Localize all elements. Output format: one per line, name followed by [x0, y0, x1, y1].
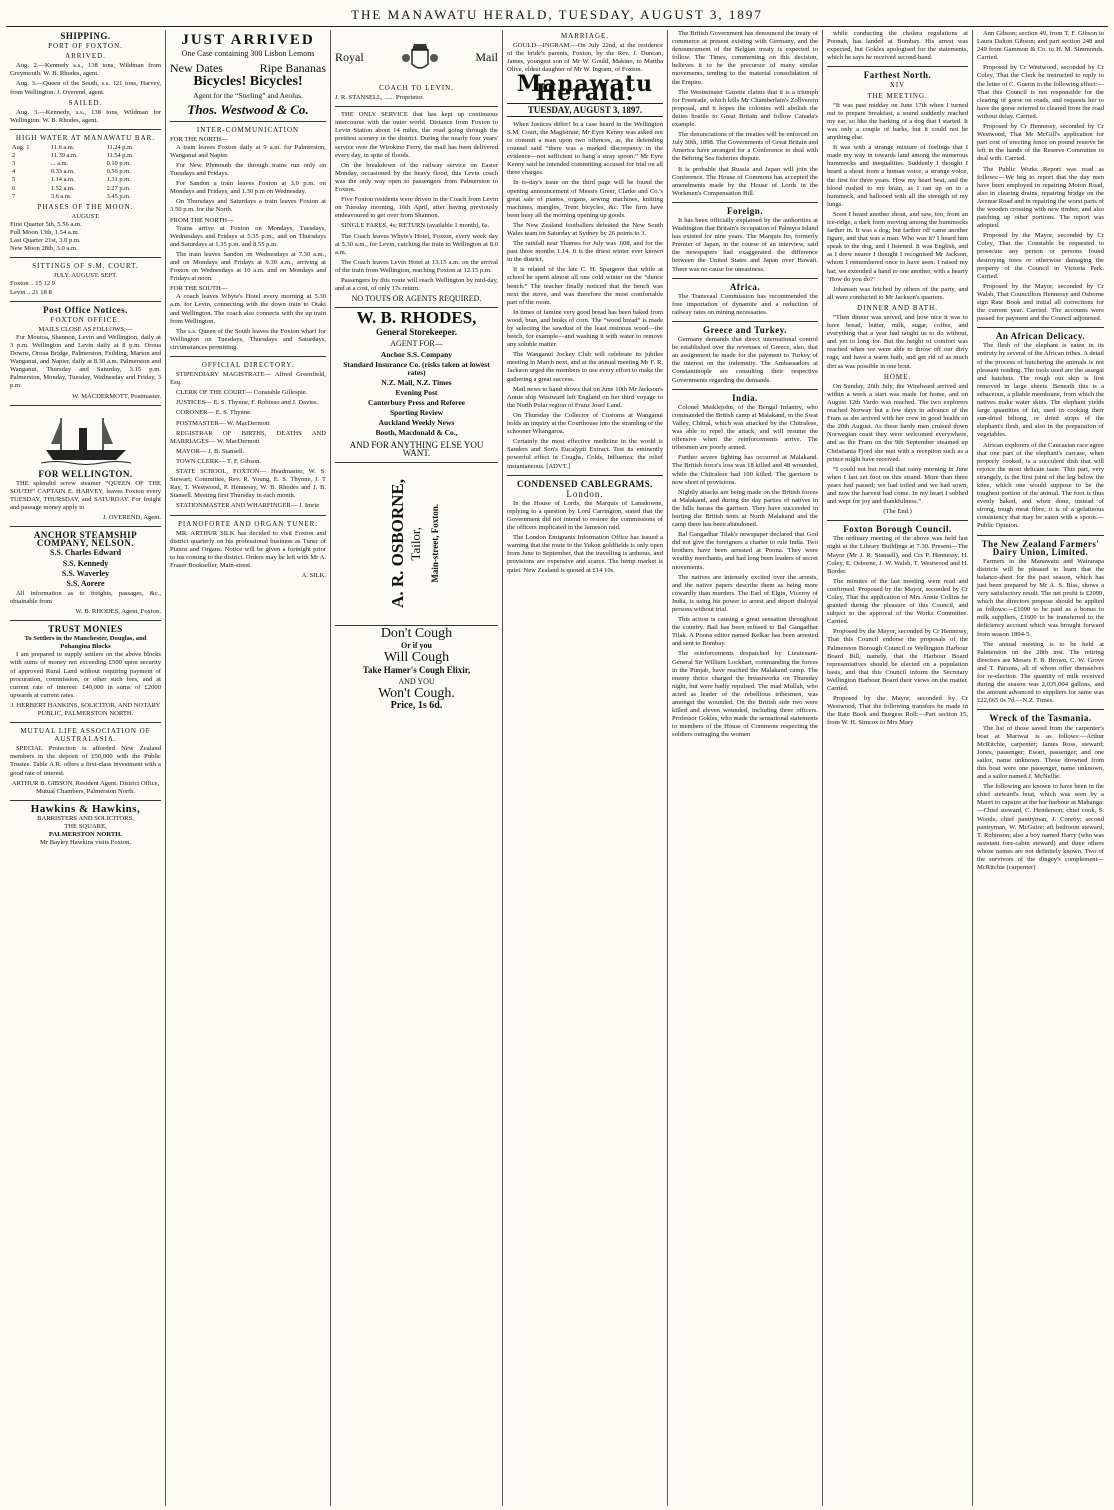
african-delicacy-title: An African Delicacy.: [995, 331, 1086, 342]
news-paragraph: The Westminster Gazette claims that it is a triumph for Freetrade, which kills Mr Chamberlain's Zollverein proposal, and it hopes the colonies will abolish the duties hostile to Great Britain and follow Canada's example.: [672, 88, 818, 129]
divider: [507, 475, 663, 476]
tide-title: HIGH WATER AT MANAWATU BAR.: [15, 133, 156, 142]
tide-cell: 1.52 a.m.: [50, 184, 75, 192]
tide-cell: 11.54 p.m.: [106, 152, 134, 160]
news-paragraph: Bal Gangadhar Tilak's newspaper declared that God did not give the foreigners a charter to rule India. Two brothers have been arrested at Poona. They were wealthy merchants, and had long been leaders of secret movements.: [672, 531, 818, 571]
directory-entry: TOWN CLERK— T. F. Gibson.: [176, 457, 262, 465]
inter-title: INTER-COMMUNICATION: [196, 125, 300, 134]
news-paragraph: In times of famine very good bread has been baked from wood, bran, and husks of corn. The “wood bread” is made by selecting the sawdust of the least resinous wood—the beech, for example—and washing it with water to remove any soluble matter.: [507, 308, 663, 349]
tide-row: [10, 176, 161, 184]
inter-south-1: A coach leaves Whyte's Hotel every morning at 5.30 a.m. for Levin, connecting with the down train to Otaki and Wellington. The coach also connects with the up train from Wellington.: [170, 293, 326, 325]
divider: [672, 202, 818, 203]
wreck-title: Wreck of the Tasmania.: [989, 713, 1092, 724]
news-paragraph: The Transvaal Commission has recommended the free importation of dynamite and a reduction of railway rates on mining necessaries.: [672, 292, 818, 316]
dairy-union-title: The New Zealand Farmers' Dairy Union, Limited.: [981, 538, 1100, 557]
rhodes-heading: W. B. RHODES,: [356, 308, 477, 328]
cough-line-2: Or if you: [401, 640, 432, 650]
masthead: THE MANAWATU HERALD, TUESDAY, AUGUST 3, 1897: [6, 4, 1108, 27]
marriage-title: MARRIAGE.: [560, 32, 610, 40]
moon-month: AUGUST.: [71, 212, 100, 220]
court-header: JULY. AUGUST. SEPT.: [53, 272, 118, 280]
column-2: [166, 30, 331, 1506]
directory-entry: POSTMASTER— W. MacDermott: [176, 419, 270, 427]
the-end: (The End.): [883, 508, 912, 516]
story-paragraph: “It was past midday on June 17th when I turned out to prepare breakfast, a sound suddenly reached my ear, so like the barking of a dog that I started. It was only a couple of barks, but it could not be anything else.: [827, 101, 968, 142]
article-paragraph: The following are known to have been in the chief steward's boat, which was seen by a Maori to capsize at the bar harbour at Mahanga:—Chief steward, C. Henderson; chief cook, S. Woods; chief pantryman, J. Conroy; second pantryman, W. McGuire; aft bedroom steward, T. Robinson; also a boy named Harry (who was assistant fore-cabin steward) and three others whose names are not definitely known. Two of the survivors of the dingey's complement—McRitchie (carpenter): [977, 783, 1104, 872]
moon-title: PHASES OF THE MOON.: [37, 202, 134, 211]
divider: [10, 405, 161, 406]
coach-body: On the breakdown of the railway service on Easter Monday, occasioned by the heavy flood, this Levin coach was the only way open to passengers from Palmerston to Foxton.: [335, 161, 498, 194]
herald-logo: Manawatu Herald.: [516, 71, 654, 106]
tide-row: [10, 144, 161, 152]
no-touts: NO TOUTS OR AGENTS REQUIRED.: [351, 294, 482, 304]
inter-south-2: The s.s. Queen of the South leaves the Foxton wharf for Wellington on Tuesdays, Thursdays and Saturdays, circumstances permitting.: [170, 327, 326, 351]
divider: [335, 106, 498, 107]
coach-body: The Coach leaves Levin Hotel at 13.15 a.m. on the arrival of the train from Wellington, reaching Foxton at 12.15 p.m.: [335, 258, 498, 274]
mutual-sign: ARTHUR B. GIBSON, Resident Agent. District Office, Mutual Chambers, Palmerston North.: [11, 779, 160, 795]
news-paragraph: The New Zealand footballers defeated the New South Wales team on Saturday at Sydney by 26 points to 3.: [507, 221, 663, 237]
mail-label: Mail: [475, 49, 498, 64]
mails-label: MAILS CLOSE AS FOLLOWS:—: [38, 325, 133, 333]
column-7: [973, 30, 1108, 1506]
arrival-1: Aug. 2.—Kennedy s.s., 138 tons, Wildman from Greymouth. W. B. Rhodes, agent.: [10, 62, 161, 78]
news-paragraph: Further severe fighting has occurred at Malakand. The British force's loss was 18 killed and 48 wounded, while the Chitralese had 100 killed. The garrison is now short of provisions.: [672, 454, 818, 486]
agent-for-label: AGENT FOR—: [390, 339, 443, 349]
story-paragraph: Soon I heard another shout, and saw, too, from an ice-ridge, a dark form moving among the hummocks farther in. It was a dog; but farther off came another figure, and that was a man. Who was it? I heard him speak to the dog, and I listened. It was English, and as I drew nearer I thought I recognised Mr Jackson, whom I remembered once to have seen. I raised my hat; we extended a hand to one another, with a hearty ‘How do you do?’: [827, 210, 968, 283]
divider: [827, 520, 968, 521]
directory-entry: MAYOR— J. B. Stansell.: [176, 447, 245, 455]
court-title: SITTINGS OF S.M. COURT.: [32, 262, 139, 271]
story-paragraph: On Sunday, 26th July, the Windward arrived and within a week a start was made for home, and on August 12th Vardo was reached. The two explorers reached Norway but a few days in advance of the Fram as she arrived with her crew in good health on the 20th August. As these hardy men cruised down Norwegian coast they were welcomed everywhere, and as the Fram on the 9th September steamed up Christiania Fjord she met with a reception such as a prince might have received.: [827, 382, 968, 463]
royal-label: Royal: [335, 49, 364, 64]
bananas-label: Ripe Bananas: [259, 61, 326, 76]
inter-north-1: A train leaves Foxton daily at 9 a.m. for Palmerston, Wanganui and Napier.: [170, 143, 326, 159]
shipping-title: SHIPPING.: [60, 31, 111, 41]
tide-cell: 4: [12, 168, 16, 176]
hawkins-title: Hawkins & Hawkins,: [30, 802, 141, 815]
osborne-trade: Tailor,: [408, 526, 424, 561]
royal-crest-icon: [400, 40, 440, 74]
council-paragraph: The Public Works Report was read as follows:—We beg to report that the day men have been employed in repairing Moton Road, also in clearing drains, repairing bridge on the Avenue Road and in repairing the worst parts of the wooden crossing with new timber, and also patching up other portions. The report was adopted.: [977, 165, 1104, 230]
bicycles-heading: Bicycles! Bicycles!: [193, 74, 303, 90]
tide-row: [10, 168, 161, 176]
meeting-subtitle: THE MEETING.: [867, 91, 928, 100]
osborne-ad: [335, 469, 498, 619]
divider: [977, 709, 1104, 710]
anchor-body: All information as to freights, passages, &c., obtainable from: [10, 589, 161, 605]
court-row: Levin .. 21 18 8: [10, 288, 52, 296]
tide-cell: ... a.m.: [50, 160, 69, 168]
agency-item: Sporting Review: [389, 408, 444, 418]
tide-cell: 3: [12, 160, 16, 168]
anchor-title: ANCHOR STEAMSHIP COMPANY, NELSON.: [33, 530, 138, 549]
coach-proprietor: J. R. STANSELL, ...... Proprietor.: [335, 94, 424, 102]
agency-item: Anchor S.S. Company: [380, 349, 453, 359]
osborne-address: Main-street, Foxton.: [429, 504, 440, 583]
arrival-2: Aug. 3.—Queen of the South, s.s. 121 tons, Harvey, from Wellington. J. Overend, agent.: [10, 80, 161, 96]
article-paragraph: African explorers of the Caucasian race agree that one part of the elephant's carcase, when properly cooked, is a succulent dish that will rejoice the most delicate taste. This part, very strangely, is the first joint of the leg below the knee, which one would suppose to be the toughest portion of the animal. The foot is thus evenly baked, and when done, instead of strong, tough meat fibre, it is of a gelatinous consistency that may be eaten with a spoon.—Public Opinion.: [977, 441, 1104, 530]
divider: [672, 389, 818, 390]
news-paragraph: It is related of the late C. H. Spurgeon that while at school he spent almost all one cold winter on the “dunce bench.” The teacher finally noticed that the bench was next the stove, and was therefore the most comfortable part of the room.: [507, 266, 663, 306]
lemons-line: One Case containing 300 Lisbon Lemons: [181, 49, 315, 59]
news-paragraph: The reinforcements despatched by Lieutenant-General Sir William Lockhart, commanding the forces in the Punjab, have reached the Malakand camp. The enemy thrice charged the breastworks on Thursday night, but were badly repulsed. The mad Mullah, who acted as leader of the rebellious tribesmen, was amongst the wounded. On the British side two were killed and eleven wounded, including three officers. Professor Gokles, who made the sensational statements to members of the House of Commons respecting the soldiers outraging the women: [672, 650, 818, 739]
cough-line-4: Take Hamer's Cough Elixir,: [362, 664, 471, 675]
tide-row: [10, 152, 161, 160]
column-3: [331, 30, 503, 1506]
cough-line-1: Don't Cough: [380, 625, 453, 641]
news-paragraph: The Wanganui Jockey Club will celebrate its jubilee meeting in March next, and at the annual meeting Mr F. R. Jackson urged the members to use every effort to make the gathering a great success.: [507, 351, 663, 383]
coach-body: Five Foxton residents were driven in the Coach from Levin on Tuesday morning, 16th April, after having previously endeavoured to get over from Shannon.: [335, 196, 498, 220]
steamship-icon: [41, 410, 131, 466]
divider: [977, 327, 1104, 328]
coach-body: SINGLE FARES, 4s; RETURN (available 1 month), 6s.: [341, 222, 490, 230]
divider: [335, 462, 498, 463]
inter-fromnorth-2: The train leaves Sandon on Wednesdays at 7.30 a.m., and on Mondays and Fridays at 9.30 a.m., arriving at Foxton on Wednesdays at 10 a.m. and on Mondays and Fridays at noon.: [170, 250, 326, 283]
wellington-title: FOR WELLINGTON.: [38, 468, 133, 479]
directory-entry: STATE SCHOOL, FOXTON— Headmaster, W. S. Stewart; Committee, Rev. R. Young, E. S. Thynne, J. T Ray, T. Westwood, P. Hennessy, W. B. Rhodes and J. B. Stansell. Meeting first Thursday in each month.: [170, 468, 326, 500]
wellington-body: THE splendid screw steamer “QUEEN OF THE SOUTH” CAPTAIN E. HARVEY, leaves Foxton every TUESDAY, THURSDAY, and SATURDAY. For freight and passage money apply to: [10, 479, 161, 512]
piano-sign: A. SILK.: [301, 572, 326, 580]
divider: [10, 620, 161, 621]
africa-title: Africa.: [729, 281, 761, 292]
anchor-sign: W. B. RHODES, Agent, Foxton.: [75, 607, 161, 615]
news-paragraph: On Thursday the Collector of Customs at Wanganui holds an inquiry at the Courthouse into the stranding of the schooner Whangaroa.: [507, 411, 663, 436]
for-south-label: FOR THE SOUTH—: [170, 285, 228, 293]
cough-line-3: Will Cough: [383, 649, 450, 665]
agency-item: Auckland Weekly News: [378, 418, 455, 428]
marriage-body: GOULD—INGRAM.—On July 22nd, at the residence of the bride's parents, Foxton, by the Rev. J. Duncan, James, youngest son of Mr W. Gould, Makino, to Martha Olive, eldest daughter of Mr W. Ingram, of Foxton.: [507, 42, 663, 74]
news-paragraph: When Justices differ! In a case heard in the Wellington S.M. Court, the Magistrate, Mr Eyre Kenny was asked not to commit a man upon two offences, as, the defending counsel said “there was a marked discrepancy in the evidence—not sufficient to hang a stray spoon.” Mr Eyre Kenny said he intended committing accused for trial on all three charges.: [507, 120, 663, 177]
just-arrived-heading: JUST ARRIVED: [181, 32, 315, 48]
trust-body: I am prepared to supply settlers on the above blocks with sums of money not exceeding £500 upon security of approved Rural Land without requiring payment of procuration, commission, or other such fees, and at current rate of interest: £40,000 in sums of £2000 upwards at current rates.: [10, 651, 161, 699]
moon-line: Full Moon 13th, 1.54 a.m.: [10, 228, 80, 236]
agency-item: Standard Insurance Co. (risks taken at lowest rates): [343, 359, 490, 377]
column-5: [668, 30, 823, 1506]
council-paragraph: Proposed by the Mayor, seconded by Cr Walsh, That Councillors Hennessy and Osborne sign Rate Book and initial all corrections for the current year. Carried. The accounts were passed for payment and the Council adjourned.: [977, 282, 1104, 323]
moon-line: Last Quarter 21st, 3.0 p.m.: [10, 237, 81, 245]
post-office: FOXTON OFFICE.: [50, 315, 121, 324]
directory-entry: STIPENDIARY MAGISTRATE— Alfred Greenfield, Esq.: [170, 371, 326, 387]
royal-mail-header: [335, 36, 498, 78]
agency-item: Booth, Macdonald & Co.,: [375, 428, 458, 438]
home-subtitle: HOME.: [883, 372, 912, 381]
fruit-row: [170, 61, 326, 76]
official-title: OFFICIAL DIRECTORY.: [201, 361, 295, 369]
divider: [170, 356, 326, 357]
divider: [10, 301, 161, 302]
tide-row: [10, 160, 161, 168]
agency-item: Canterbury Press and Referee: [368, 398, 465, 407]
tide-cell: 1.14 a.m.: [50, 176, 75, 184]
council-paragraph: Proposed by the Mayor, seconded by Cr Westwood, That the following transfers be made in the Rate Book and Burgess Roll:—Part section 15, from W. H. Simcox to Mrs Mary: [827, 695, 968, 727]
tide-row: [10, 193, 161, 201]
coach-body: The Coach leaves Whyte's Hotel, Foxton, every week day at 5.30 a.m., for Levin, catching the train to Wellington at 8.0 a.m.: [335, 232, 498, 256]
for-north-label: FOR THE NORTH—: [170, 135, 228, 143]
tide-cell: 0.10 p.m.: [106, 160, 131, 168]
council-paragraph: Ann Gibson; section 49, from T. F. Gibson to Laura Dalton Gibson; and part section 248 and 249 from Gammon & Co. to H. M. Simmonds. Carried.: [977, 30, 1104, 62]
news-paragraph: The British Government has denounced the treaty of commerce at present existing with Germany, and the denouncement of the Belgian treaty is expected to follow. The Times, commenting on this decision, believes it to be the precursor of many similar movements, tending to the material consolidation of the Empire.: [672, 30, 818, 86]
directory-entry: CORONER— E. S. Thynne.: [176, 409, 252, 417]
agency-item: N.Z. Mail, N.Z. Times: [381, 377, 452, 387]
article-paragraph: The list of those saved from the carpenter's boat at Mariwai is as follows:—Arthur McRitchie, carpenter; James Ross, steward; Jones, passenger; Ewart, passenger; and one sailor, name unknown. Those drowned from this boat were one passenger, name unknown, and a sailor named J. McNellie.: [977, 724, 1104, 781]
ship-name: S.S. Kennedy: [62, 558, 109, 568]
coach-title: COACH TO LEVIN.: [379, 84, 454, 92]
tide-cell: 3.6 a.m.: [50, 192, 72, 200]
tide-cell: 2: [12, 152, 16, 160]
anything-line: AND FOR ANYTHING ELSE YOU WANT.: [349, 440, 484, 459]
agent-line: Agent for the “Sterling” and Aeolus.: [193, 91, 303, 101]
india-title: India.: [732, 392, 758, 403]
article-paragraph: The annual meeting is to be held at Palmerston on the 28th inst. The retiring directors are Messrs F. B. Brown, C. W. Grove and T. Parsons, all of whom offer themselves for re-election. The quantity of milk received during the season was 2,035,004 gallons, and the amount advanced to suppliers for same was £22,665 0s 7d.—N.Z. Times.: [977, 640, 1104, 705]
post-body: For Moutoa, Shannon, Levin and Wellington, daily at 3 p.m. Wellington and Levin daily at 8 p.m. Oroua Downs, Oroua Bridge, Palmerston, Feilding, Marton and Wanganui, and Napier, daily at 8.30 a.m. Palmerston and Wanganui, Thursday and Saturday, 3.15 p.m. Palmerston, Monday, Tuesday, Wednesday and Friday, 3 p.m.: [10, 333, 161, 390]
tide-cell: 3.45 p.m.: [106, 192, 131, 200]
dinner-subtitle: DINNER AND BATH.: [857, 303, 938, 312]
tide-cell: 6: [12, 184, 16, 192]
inter-north-4: On Thursdays and Saturdays a train leaves Foxton at 3.50 p.m. for the North.: [170, 198, 326, 214]
directory-entry: JUSTICES— E. S. Thynne, F. Robinso and J. Davies.: [176, 399, 319, 407]
hawkins-city: PALMERSTON NORTH.: [48, 831, 123, 839]
foreign-title: Foreign.: [726, 205, 764, 216]
news-paragraph: It has been officially explained by the authorities at Washington that Britain's occupation of Palmyra Island has existed for nine years. The Marquis Ito, formerly Premier of Japan, in the course of an interview, said the newspapers had exaggerated the difference between the United States and Japan over Hawaii. There was no cause for uneasiness.: [672, 216, 818, 273]
tide-cell: 11.39 a.m.: [50, 152, 78, 160]
news-paragraph: Mail news to hand shows that on June 10th Mr Jackson's Annie ship Westward left England on her third voyage to the North Polar region of Franz Josef Land.: [507, 385, 663, 409]
osborne-name: A. R. OSBORNE,: [388, 479, 408, 609]
tide-cell: 11.24 p.m.: [106, 144, 134, 152]
divider: [10, 257, 161, 258]
inter-north-2: For New Plymouth the through trains run only on Tuesdays and Fridays.: [170, 161, 326, 178]
council-paragraph: Proposed by Cr Westwood, seconded by Cr Coley, That the Clerk be instructed to reply to the letter of C. Guerin to the following effect:—That this Council is not responsible for the clearing of gorse on roads, and requests her to have the gorse referred to cleared from the road without delay. Carried.: [977, 64, 1104, 120]
news-paragraph: The rainfall near Thames for July was .608, and for the past three months 1.14. It is the driest winter ever known in the district.: [507, 240, 663, 264]
divider: [827, 66, 968, 67]
cough-line-6: Won't Cough.: [378, 686, 455, 702]
news-paragraph: Certainly the most effective medicine in the world is Sanders and Son's Eucalypti Extract. Test its eminently powerful effect in Coughs, Colds, Influenza; the relief instantaneous. [ADVT.]: [507, 438, 663, 470]
directory-entry: CLERK OF THE COURT— Constable Gillespie.: [176, 389, 308, 397]
story-paragraph: “I could not but recall that rainy morning in June when I last set foot on this strand. More than three years had passed; we had toiled and we had sown, and now the harvest had come. In my heart I sobbed and wept for joy and thankfulness.”: [827, 465, 968, 506]
story-paragraph: Johansen was fetched by others of the party, and all were conducted to Mr Jackson's quarters.: [827, 285, 968, 301]
news-paragraph: Nightly attacks are being made on the British forces at Malakand, and during the day parties of natives in the hills harass the garrison. They have succeeded in hurting the British tents at North Malakand and the camp there has been abandoned.: [672, 488, 818, 529]
trust-sub: To Settlers in the Manchester, Douglas, and Pohangina Blocks: [24, 635, 147, 651]
story-paragraph: It was with a strange mixture of feelings that I made my way in towards land among the numerous hummocks and inequalities. Suddenly I thought I heard a shout from a human voice, a strange voice, the first for three years. How my heart beat, and the blood rushed to my brain, as I ran up on to a hummock, and hallooed with all the strength of my lungs.: [827, 144, 968, 208]
story-paragraph: “Then dinner was served, and how nice it was to have bread, butter, milk, sugar, coffee, and everything that a year had taught us to do without, and yet to long for. But the height of comfort was reached when we were able to throw off our dirty rags, and have a warm bath, and get rid of as much dirt as was possible in one bout.: [827, 314, 968, 370]
column-1: [6, 30, 166, 1506]
agency-list: [335, 351, 498, 438]
tide-cell: 1.31 p.m.: [106, 176, 131, 184]
chapter-number: XIV: [889, 81, 906, 90]
cable-paragraph: The London Emigrants Information Office has issued a warning that the route to the Yukon goldfields is only open from June to September, that the travelling is arduous, and provisions are expensive and scarce. The hemp market is quiet. New Zealand is quoted at £14 10s.: [507, 534, 663, 574]
column-6: [823, 30, 973, 1506]
tide-table: [10, 144, 161, 201]
westwood-heading: Thos. Westwood & Co.: [187, 102, 309, 118]
divider: [10, 526, 161, 527]
piano-body: MR. ARTHUR SILK has decided to visit Foxton and district quarterly on his professional business as Tuner of Pianos and Organs. Notice will be given a fortnight prior to his coming to the district. Orders may be left with Mr A. Fraser Bookseller, Main-street.: [170, 529, 326, 569]
tide-cell: 11.6 a.m.: [50, 144, 75, 152]
directory-entry: STATIONMASTER AND WHARFINGER— J. Imrie: [176, 502, 320, 510]
sailing-1: Aug. 3.—Kennedy, s.s., 138 tons, Wildman for Wellington. W. B. Rhodes, agent.: [10, 108, 161, 124]
hawkins-sub: BARRISTERS AND SOLICITORS,: [37, 814, 134, 822]
london-title: London.: [566, 488, 604, 499]
divider: [170, 515, 326, 516]
divider: [10, 129, 161, 130]
column-4: [503, 30, 668, 1506]
divider: [170, 121, 326, 122]
news-paragraph: In to-day's issue on the third page will be found the opening announcement of Messrs Greer, Clarke and Co.'s great sale of pianos, organs, sewing machines, knitting machines, mangles, Trent bicycles, &c. The firm have been busy all the morning opening up goods.: [507, 179, 663, 219]
council-paragraph: The minutes of the last meeting were read and confirmed. Proposed by the Mayor, seconded by Cr Coley, That the application of Mrs Annie Collins be granted during the pleasure of this Council, and subject to the approval of the Works Committee. Carried.: [827, 577, 968, 626]
cough-line-5: AND YOU: [398, 676, 435, 686]
moon-line: New Moon 28th, 3.0 a.m.: [10, 245, 78, 253]
tide-cell: 2.27 p.m.: [106, 184, 131, 192]
trust-title: TRUST MONIES: [48, 624, 123, 635]
arrived-label: ARRIVED.: [65, 52, 106, 61]
inter-fromnorth-1: Trains arrive at Foxton on Mondays, Tuesdays, Wednesdays and Fridays at 5.35 p.m., and on Thursdays and Saturdays at 1.35 p.m. and 8.55 p.m.: [170, 224, 326, 248]
inter-north-3: For Sandon a train leaves Foxton at 3.0 p.m. on Mondays and Fridays, and 1.30 p.m on Wednesday.: [170, 180, 326, 196]
council-paragraph: Proposed by the Mayor, seconded by Cr Coley, That the Constable be requested to prosecute any person or persons found destroying trees or otherwise damaging the property of the Council in Victoria Park. Carried.: [977, 232, 1104, 280]
dates-label: New Dates: [170, 61, 223, 76]
tide-cell: 0.56 p.m.: [106, 168, 131, 176]
news-paragraph: The natives are intensely excited over the arrests, and the native papers describe them as being more cowardly than murders. The Earl of Elgin, Viceroy of India, is using his power to arrest and deport disloyal persons without trial.: [672, 573, 818, 613]
ship-name: S.S. Aorere: [66, 578, 105, 588]
article-paragraph: Farmers in the Manawatu and Wairarapa districts will be pleased to learn that the balance-sheet for the past season, which has just been prepared by Mr A. S. Biss, shows a very satisfactory result. The net profit is £2099, which the directors propose should be applied as follows:—£1000 to be paid as a bonus to milk suppliers, £1600 to be transferred to the deficiency account which was brought forward from season 1894-5.: [977, 557, 1104, 638]
tide-cell: 5: [12, 176, 16, 184]
cablegrams-title: CONDENSED CABLEGRAMS.: [516, 478, 654, 489]
farthest-north-title: Farthest North.: [863, 70, 932, 81]
directory-entry: REGISTRAR OF BIRTHS, DEATHS AND MARRIAGES— W. MacDermott: [170, 429, 326, 445]
ship-name: S.S. Charles Edward: [49, 548, 122, 558]
cable-paragraph: In the House of Lords, the Marquis of Lansdowne, replying to a question by Lord Carrington, stated that the Government did not intend to restore the commissions of the officers implicated in the Jameson raid.: [507, 499, 663, 532]
official-list: [170, 371, 326, 510]
tide-cell: Aug. 1: [12, 144, 30, 152]
hawkins-addr: THE SQUARE,: [64, 823, 107, 831]
divider: [10, 722, 161, 723]
agency-item: Evening Post: [395, 387, 438, 397]
council-paragraph: Proposed by Cr Hennessy, seconded by Cr Westwood, That Mr McGill's application for part cost of erecting fence on pound reserve be left in the hands of the Reserve Committee to deal with. Carried.: [977, 123, 1104, 163]
post-sign: W. MACDERMOTT, Postmaster.: [72, 392, 161, 400]
hawkins-note: Mr Bayley Hawkins visits Foxton.: [39, 839, 132, 847]
divider: [672, 278, 818, 279]
council-paragraph: Proposed by the Mayor, seconded by Cr Hennessy, That this Council endorse the proposals of the Palmerston Borough Council re Wellington Harbour Board Bill, namely, that the Harbour Board representatives should be elected on a population basis, and that this Council inform the Secretary Wellington Harbour Board their views on the matter. Carried.: [827, 628, 968, 693]
coach-body: Passengers by this route will reach Wellington by mid-day, and at a cost, of only 17s return.: [335, 276, 498, 293]
storekeeper-label: General Storekeeper.: [376, 327, 457, 338]
tide-cell: 7: [12, 192, 16, 200]
coach-body: THE ONLY SERVICE that has kept up continuous intercourse with the outer world. Distance from Foxton to Levin Station about 14 miles, the road going through the prettiest scenery in the district. During the nearly four years' service over the Wirokino Ferry, the mail has been delivered every day, in spite of floods.: [335, 111, 498, 159]
trust-sign: J. HERBERT HANKINS, SOLICITOR, AND NOTARY PUBLIC, PALMERSTON NORTH.: [10, 701, 161, 717]
news-paragraph: The denunciations of the treaties will be enforced on July 30th, 1898. The Governments of Great Britain and America have arranged for a Conference to deal with the Behring Sea fisheries dispute.: [672, 131, 819, 163]
ship-name: S.S. Waverley: [61, 568, 110, 578]
court-row: Foxton .. 15 12 9: [10, 280, 56, 288]
news-paragraph: while conducting the cholera regulations at Poonah, has landed at Bombay. His arrest was expected, but Gokles apologised for the statements, which he says he received second-hand.: [827, 30, 968, 62]
divider: [672, 321, 818, 322]
borough-council-title: Foxton Borough Council.: [843, 524, 952, 535]
council-paragraph: The ordinary meeting of the above was held last night at the Library Buildings at 7.30. Present—The Mayor (Mr J. R. Stansell), and Crs P. Hennessy, H. Coley, E. Osborne, J. W. Walsh, T. Westwood and H. Border.: [827, 535, 968, 575]
greece-title: Greece and Turkey.: [702, 325, 788, 335]
mutual-body: SPECIAL Protection is afforded New Zealand members in the deposit of £50,000 with the Public Trustee. Table A.R. offers a first-class investment with a good rate of interest.: [10, 745, 161, 777]
port-title: PORT OF FOXTON.: [48, 42, 123, 51]
tide-cell: 0.33 a.m.: [50, 168, 75, 176]
news-paragraph: It is probable that Russia and Japan will join the Conference. The House of Commons has accepted the amendments made by the House of Lords in the Workmen's Compensation Bill.: [672, 165, 818, 197]
divider: [10, 800, 161, 801]
cough-price: Price, 1s 6d.: [390, 700, 443, 712]
columns: [6, 30, 1108, 1506]
news-paragraph: This action is causing a great sensation throughout the country. Bail has been refused to Bal Gangadhar Tilak. A Poona editor named Kelkar has been arrested and sent to Bombay.: [672, 616, 818, 648]
mutual-title: MUTUAL LIFE ASSOCIATION OF AUSTRALASIA.: [20, 727, 151, 744]
news-paragraph: Germany demands that direct international control be established over the revenues of Greece, also, that an assignment be made for the payment to Turkey of the interest on the indemnity. The Ambassadors at Constantinople are consulting their respective Governments regarding the demands.: [672, 336, 818, 384]
sailed-label: SAILED.: [68, 98, 103, 107]
wellington-sign: J. OVEREND, Agent.: [102, 514, 161, 522]
from-north-label: FROM THE NORTH—: [170, 216, 234, 224]
divider: [977, 535, 1104, 536]
tide-row: [10, 185, 161, 193]
piano-title: PIANOFORTE AND ORGAN TUNER.: [177, 519, 318, 528]
article-paragraph: The flesh of the elephant is eaten in its entirety by several of the African tribes. A detail of the process of butchering the animals is not pleasant reading. The tools used are the assegai and hatchets. The rough out skin is first removed in large sheets. Beneath this is a sebaceous, a pliable membrane, from which the natives make water skins. The elephant yields large quantities of fat, used in cooking their sun-dried biltong, or dried strips of the elephant's flesh, and also in the preparation of vegetables.: [977, 342, 1104, 439]
news-paragraph: Colonel Meiklejohn, of the Bengal Infantry, who commanded the British camp at Malakand, in the Swat Valley, Chitral, which was attacked by the Chitralese, was able to repel the attack, and will resume the offensive when the reinforcements arrive. The tribesmen are poorly armed.: [672, 403, 818, 452]
moon-line: First Quarter 5th, 5.56 a.m.: [10, 220, 82, 228]
herald-dateline: TUESDAY, AUGUST 3, 1897.: [507, 103, 663, 117]
post-title: Post Office Notices.: [43, 304, 128, 315]
